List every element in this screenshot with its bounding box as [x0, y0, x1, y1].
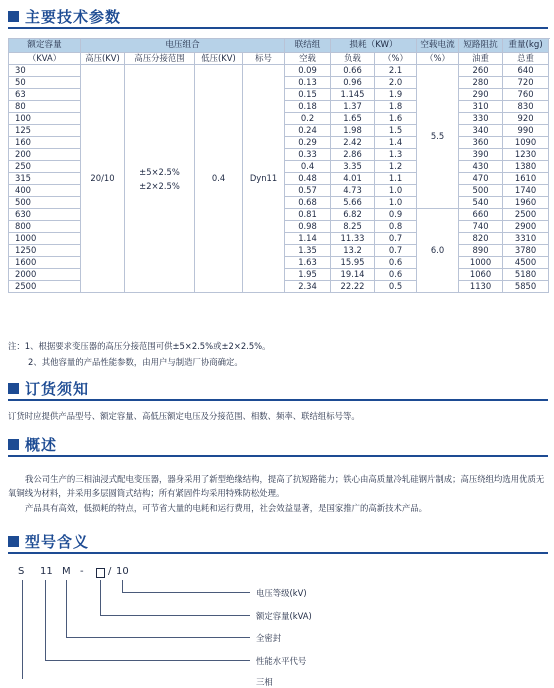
- model-code-slash: /: [108, 566, 112, 577]
- cell-noload-loss: 1.63: [285, 257, 331, 269]
- cell-oil-weight: 290: [459, 89, 503, 101]
- connector-line: [100, 580, 101, 615]
- cell-capacity: 400: [9, 185, 81, 197]
- cell-total-weight: 920: [503, 113, 549, 125]
- cell-noload-current: 0.7: [375, 233, 417, 245]
- cell-capacity: 1600: [9, 257, 81, 269]
- ordering-section-title: 订货须知: [8, 378, 89, 399]
- header-voltage-combo: 电压组合: [81, 39, 285, 53]
- cell-load-loss: 22.22: [331, 281, 375, 293]
- cell-oil-weight: 310: [459, 101, 503, 113]
- cell-hv: 20/10: [81, 65, 125, 293]
- model-code-dash: -: [80, 566, 84, 577]
- cell-oil-weight: 330: [459, 113, 503, 125]
- section-rule: [8, 399, 548, 401]
- overview-section-title: 概述: [8, 434, 57, 455]
- cell-noload-current: 0.5: [375, 281, 417, 293]
- label-capacity: 额定容量(kVA): [256, 611, 312, 621]
- cell-tap-range: [125, 65, 195, 293]
- cell-noload-loss: 0.29: [285, 137, 331, 149]
- cell-total-weight: 1230: [503, 149, 549, 161]
- cell-total-weight: 1960: [503, 197, 549, 209]
- specs-table: [8, 38, 549, 293]
- cell-total-weight: 1610: [503, 173, 549, 185]
- cell-capacity: 30: [9, 65, 81, 77]
- connector-line: [122, 592, 250, 593]
- cell-total-weight: 3780: [503, 245, 549, 257]
- ordering-text: 订货时应提供产品型号、额定容量、高低压额定电压及分接范围、相数、频率、联结组标号等。: [8, 411, 360, 421]
- cell-oil-weight: 360: [459, 137, 503, 149]
- cell-capacity: 125: [9, 125, 81, 137]
- cell-noload-current: 0.6: [375, 269, 417, 281]
- cell-noload-current: 1.0: [375, 185, 417, 197]
- cell-capacity: 2500: [9, 281, 81, 293]
- cell-noload-loss: 0.98: [285, 221, 331, 233]
- header-weight: 重量(kg): [503, 39, 549, 53]
- cell-impedance: 6.0: [417, 209, 459, 293]
- tap-range-option-2: ±2×2.5%: [139, 180, 180, 191]
- subheader-hv: 高压(KV): [81, 53, 125, 65]
- cell-impedance: 5.5: [417, 65, 459, 209]
- cell-total-weight: 2900: [503, 221, 549, 233]
- cell-noload-loss: 0.4: [285, 161, 331, 173]
- cell-load-loss: 5.66: [331, 197, 375, 209]
- cell-oil-weight: 1060: [459, 269, 503, 281]
- header-impedance: 短路阻抗: [459, 39, 503, 53]
- cell-oil-weight: 740: [459, 221, 503, 233]
- cell-total-weight: 1740: [503, 185, 549, 197]
- cell-capacity: 500: [9, 197, 81, 209]
- tap-range-option-1: ±5×2.5%: [139, 166, 180, 177]
- model-code-volt: 10: [116, 566, 129, 577]
- subheader-oil: 油重: [459, 53, 503, 65]
- cell-oil-weight: 1130: [459, 281, 503, 293]
- cell-noload-current: 1.5: [375, 125, 417, 137]
- cell-oil-weight: 660: [459, 209, 503, 221]
- cell-total-weight: 5850: [503, 281, 549, 293]
- cell-capacity: 800: [9, 221, 81, 233]
- label-three-phase: 三相: [256, 677, 273, 687]
- cell-capacity: 250: [9, 161, 81, 173]
- cell-load-loss: 1.65: [331, 113, 375, 125]
- cell-total-weight: 4500: [503, 257, 549, 269]
- cell-noload-loss: 0.24: [285, 125, 331, 137]
- connector-line: [45, 580, 46, 660]
- cell-noload-loss: 0.68: [285, 197, 331, 209]
- cell-noload-current: 1.9: [375, 89, 417, 101]
- cell-oil-weight: 1000: [459, 257, 503, 269]
- cell-load-loss: 1.145: [331, 89, 375, 101]
- cell-noload-current: 2.0: [375, 77, 417, 89]
- cell-noload-current: 0.7: [375, 245, 417, 257]
- cell-noload-loss: 0.18: [285, 101, 331, 113]
- cell-noload-current: 1.4: [375, 137, 417, 149]
- cell-oil-weight: 390: [459, 149, 503, 161]
- cell-load-loss: 6.82: [331, 209, 375, 221]
- cell-noload-current: 1.6: [375, 113, 417, 125]
- section-rule: [8, 552, 548, 554]
- section-rule: [8, 455, 548, 457]
- cell-oil-weight: 430: [459, 161, 503, 173]
- cell-total-weight: 990: [503, 125, 549, 137]
- cell-noload-loss: 2.34: [285, 281, 331, 293]
- connector-line: [122, 580, 123, 592]
- subheader-current-pct: （%）: [375, 53, 417, 65]
- subheader-lv: 低压(KV): [195, 53, 243, 65]
- cell-load-loss: 0.96: [331, 77, 375, 89]
- overview-paragraph-2: 产品具有高效，低损耗的特点，可节省大量的电耗和运行费用，社会效益显著，是国家推广的高新技术产品。: [25, 503, 427, 513]
- cell-capacity: 315: [9, 173, 81, 185]
- table-row: [9, 65, 549, 77]
- cell-noload-loss: 0.2: [285, 113, 331, 125]
- cell-load-loss: 11.33: [331, 233, 375, 245]
- subheader-noload: 空载: [285, 53, 331, 65]
- subheader-impedance-pct: （%）: [417, 53, 459, 65]
- subheader-kva: （KVA）: [9, 53, 81, 65]
- cell-noload-loss: 0.13: [285, 77, 331, 89]
- cell-noload-current: 1.3: [375, 149, 417, 161]
- cell-capacity: 200: [9, 149, 81, 161]
- subheader-tap: 高压分接范围: [125, 53, 195, 65]
- cell-oil-weight: 340: [459, 125, 503, 137]
- note-2: 2、其他容量的产品性能参数，由用户与制造厂协商确定。: [28, 357, 243, 367]
- cell-noload-current: 1.8: [375, 101, 417, 113]
- section-square-icon: [8, 439, 19, 450]
- cell-oil-weight: 500: [459, 185, 503, 197]
- cell-oil-weight: 540: [459, 197, 503, 209]
- connector-line: [66, 637, 250, 638]
- table-notes: [8, 338, 270, 370]
- cell-oil-weight: 260: [459, 65, 503, 77]
- cell-noload-current: 0.9: [375, 209, 417, 221]
- cell-noload-current: 1.1: [375, 173, 417, 185]
- cell-oil-weight: 470: [459, 173, 503, 185]
- cell-noload-loss: 1.95: [285, 269, 331, 281]
- cell-noload-loss: 0.48: [285, 173, 331, 185]
- cell-load-loss: 3.35: [331, 161, 375, 173]
- cell-noload-loss: 0.57: [285, 185, 331, 197]
- cell-connection-symbol: Dyn11: [243, 65, 285, 293]
- cell-load-loss: 8.25: [331, 221, 375, 233]
- cell-capacity: 630: [9, 209, 81, 221]
- connector-line: [45, 660, 250, 661]
- cell-total-weight: 2500: [503, 209, 549, 221]
- cell-load-loss: 4.73: [331, 185, 375, 197]
- model-code-s: S: [18, 566, 25, 577]
- specs-section-title: 主要技术参数: [8, 6, 121, 27]
- cell-noload-current: 2.1: [375, 65, 417, 77]
- cell-noload-current: 0.8: [375, 221, 417, 233]
- connector-line: [100, 615, 250, 616]
- cell-load-loss: 4.01: [331, 173, 375, 185]
- table-header-row: [9, 39, 549, 53]
- cell-noload-loss: 0.81: [285, 209, 331, 221]
- cell-lv: 0.4: [195, 65, 243, 293]
- cell-load-loss: 0.66: [331, 65, 375, 77]
- cell-capacity: 2000: [9, 269, 81, 281]
- cell-capacity: 1000: [9, 233, 81, 245]
- label-performance: 性能水平代号: [256, 656, 307, 666]
- header-connection: 联结组: [285, 39, 331, 53]
- cell-total-weight: 830: [503, 101, 549, 113]
- header-loss: 损耗（KW）: [331, 39, 417, 53]
- subheader-load: 负载: [331, 53, 375, 65]
- cell-noload-loss: 0.15: [285, 89, 331, 101]
- cell-total-weight: 720: [503, 77, 549, 89]
- cell-total-weight: 760: [503, 89, 549, 101]
- cell-noload-loss: 0.09: [285, 65, 331, 77]
- cell-capacity: 1250: [9, 245, 81, 257]
- cell-capacity: 160: [9, 137, 81, 149]
- cell-load-loss: 1.37: [331, 101, 375, 113]
- model-diagram: [0, 560, 554, 687]
- cell-load-loss: 15.95: [331, 257, 375, 269]
- label-voltage: 电压等级(kV): [256, 588, 307, 598]
- cell-total-weight: 640: [503, 65, 549, 77]
- model-code-m: M: [62, 566, 71, 577]
- cell-load-loss: 13.2: [331, 245, 375, 257]
- cell-noload-current: 1.0: [375, 197, 417, 209]
- cell-total-weight: 3310: [503, 233, 549, 245]
- section-rule: [8, 27, 548, 29]
- model-capacity-box-icon: [96, 568, 105, 578]
- cell-capacity: 80: [9, 101, 81, 113]
- label-sealed: 全密封: [256, 633, 282, 643]
- cell-total-weight: 1090: [503, 137, 549, 149]
- cell-load-loss: 19.14: [331, 269, 375, 281]
- section-square-icon: [8, 11, 19, 22]
- overview-paragraph-1: 我公司生产的三相油浸式配电变压器，器身采用了新型绝缘结构，提高了抗短路能力；铁心由高质量冷轧硅钢片制成；高压绕组均选用优质无氧铜线为材料，并采用多层圆筒式结构；所有紧固件均采用特殊防松处理。: [8, 474, 545, 498]
- subheader-total: 总重: [503, 53, 549, 65]
- cell-oil-weight: 820: [459, 233, 503, 245]
- model-code-num: 11: [40, 566, 53, 577]
- cell-noload-current: 0.6: [375, 257, 417, 269]
- cell-total-weight: 5180: [503, 269, 549, 281]
- cell-load-loss: 2.42: [331, 137, 375, 149]
- section-square-icon: [8, 383, 19, 394]
- model-section-title: 型号含义: [8, 531, 89, 552]
- cell-noload-current: 1.2: [375, 161, 417, 173]
- connector-line: [66, 580, 67, 637]
- cell-capacity: 63: [9, 89, 81, 101]
- connector-line: [22, 580, 23, 679]
- cell-load-loss: 2.86: [331, 149, 375, 161]
- cell-noload-loss: 1.35: [285, 245, 331, 257]
- table-subheader-row: [9, 53, 549, 65]
- header-capacity: 额定容量: [9, 39, 81, 53]
- cell-noload-loss: 0.33: [285, 149, 331, 161]
- note-1: 注：1、根据要求变压器的高压分接范围可供±5×2.5%或±2×2.5%。: [8, 341, 271, 351]
- cell-oil-weight: 280: [459, 77, 503, 89]
- header-noload-current: 空载电流: [417, 39, 459, 53]
- cell-noload-loss: 1.14: [285, 233, 331, 245]
- section-square-icon: [8, 536, 19, 547]
- subheader-symbol: 标号: [243, 53, 285, 65]
- cell-capacity: 100: [9, 113, 81, 125]
- cell-total-weight: 1380: [503, 161, 549, 173]
- cell-capacity: 50: [9, 77, 81, 89]
- cell-load-loss: 1.98: [331, 125, 375, 137]
- cell-oil-weight: 890: [459, 245, 503, 257]
